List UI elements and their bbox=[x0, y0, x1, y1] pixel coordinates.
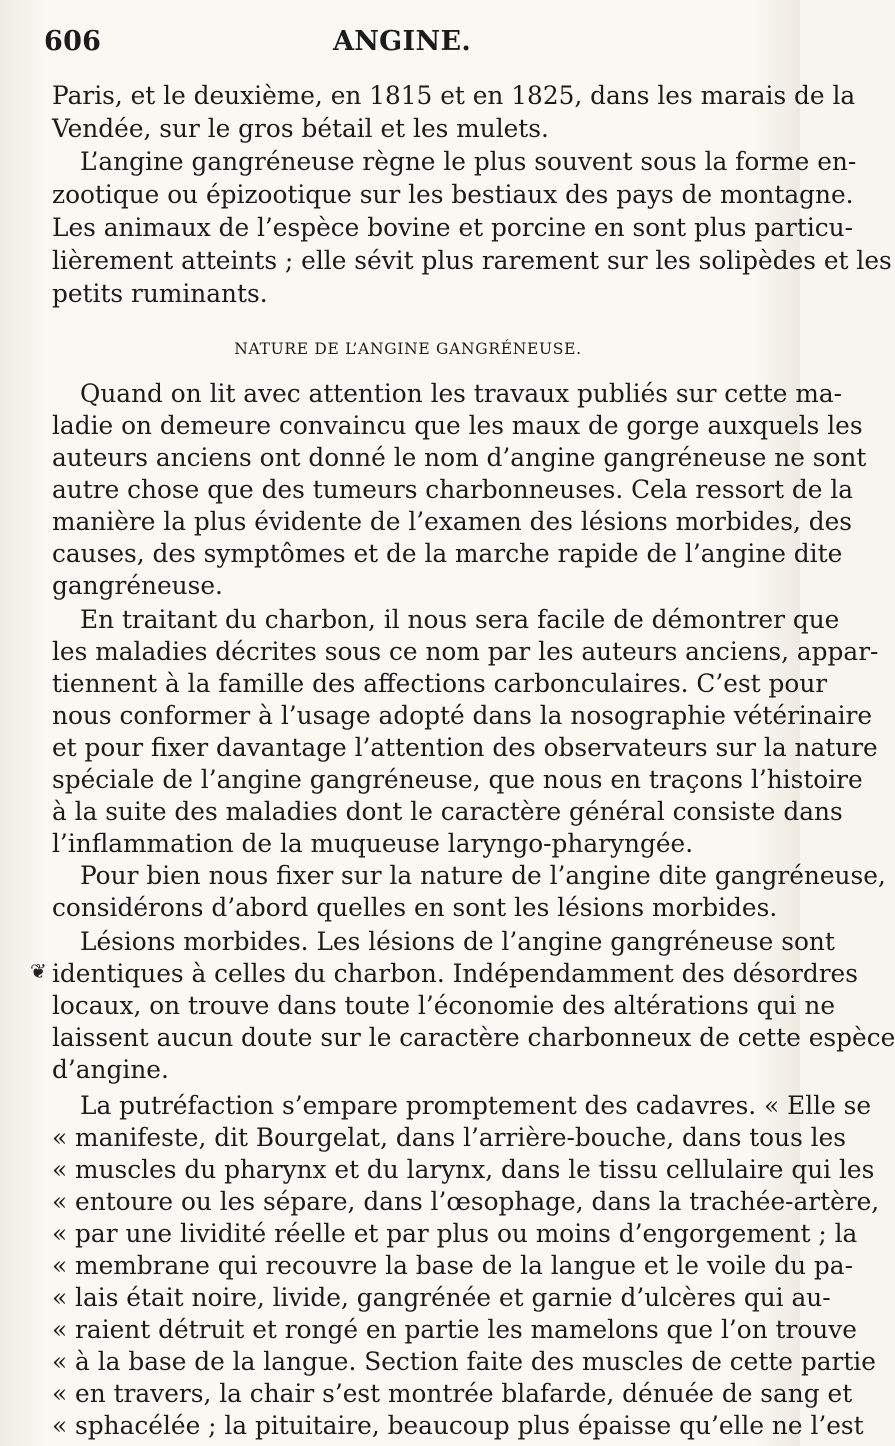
text-line: lièrement atteints ; elle sévit plus rarement sur les solipèdes et les bbox=[52, 246, 892, 275]
text-line: « lais était noire, livide, gangrénée et garnie d’ulcères qui au- bbox=[52, 1283, 831, 1312]
text-line: nous conformer à l’usage adopté dans la nosographie vétérinaire bbox=[52, 701, 873, 730]
text-line: « muscles du pharynx et du larynx, dans le tissu cellulaire qui les bbox=[52, 1155, 875, 1184]
running-header bbox=[44, 26, 760, 64]
text-line: Vendée, sur le gros bétail et les mulets. bbox=[52, 114, 549, 143]
text-line: gangréneuse. bbox=[52, 571, 223, 600]
text-line: « membrane qui recouvre la base de la langue et le voile du pa- bbox=[52, 1251, 853, 1280]
text-line: d’angine. bbox=[52, 1055, 169, 1084]
text-line: zootique ou épizootique sur les bestiaux des pays de montagne. bbox=[52, 180, 854, 209]
text-line: locaux, on trouve dans toute l’économie des altérations qui ne bbox=[52, 991, 835, 1020]
text-line: laissent aucun doute sur le caractère charbonneux de cette espèce bbox=[52, 1023, 895, 1052]
text-line: « raient détruit et rongé en partie les mamelons que l’on trouve bbox=[52, 1315, 857, 1344]
text-line: Les animaux de l’espèce bovine et porcine en sont plus particu- bbox=[52, 213, 854, 242]
text-line: Pour bien nous fixer sur la nature de l’angine dite gangréneuse, bbox=[80, 861, 886, 890]
text-line: « à la base de la langue. Section faite des muscles de cette partie bbox=[52, 1347, 876, 1376]
text-line: et pour fixer davantage l’attention des observateurs sur la nature bbox=[52, 733, 878, 762]
text-line: identiques à celles du charbon. Indépendamment des désordres bbox=[52, 959, 858, 988]
text-line: causes, des symptômes et de la marche rapide de l’angine dite bbox=[52, 539, 843, 568]
text-line: spéciale de l’angine gangréneuse, que nous en traçons l’histoire bbox=[52, 765, 863, 794]
text-line: « entoure ou les sépare, dans l’œsophage, dans la trachée-artère, bbox=[52, 1187, 880, 1216]
text-line: auteurs anciens ont donné le nom d’angine gangréneuse ne sont bbox=[52, 443, 867, 472]
text-line: petits ruminants. bbox=[52, 279, 268, 308]
text-line: tiennent à la famille des affections carbonculaires. C’est pour bbox=[52, 669, 828, 698]
text-line: Paris, et le deuxième, en 1815 et en 1825, dans les marais de la bbox=[52, 81, 856, 110]
text-line: L’angine gangréneuse règne le plus souvent sous la forme en- bbox=[80, 147, 857, 176]
text-line: Quand on lit avec attention les travaux publiés sur cette ma- bbox=[80, 379, 843, 408]
text-line: Lésions morbides. Les lésions de l’angine gangréneuse sont bbox=[80, 927, 835, 956]
section-heading: NATURE DE L’ANGINE GANGRÉNEUSE. bbox=[234, 340, 582, 358]
text-line: En traitant du charbon, il nous sera facile de démontrer que bbox=[80, 605, 840, 634]
text-line: « sphacélée ; la pituitaire, beaucoup plus épaisse qu’elle ne l’est bbox=[52, 1411, 864, 1440]
text-line: La putréfaction s’empare promptement des cadavres. « Elle se bbox=[80, 1091, 872, 1120]
text-line: les maladies décrites sous ce nom par les auteurs anciens, appar- bbox=[52, 637, 879, 666]
text-line: ladie on demeure convaincu que les maux de gorge auxquels les bbox=[52, 411, 863, 440]
margin-mark: ❦ bbox=[30, 959, 47, 983]
text-line: manière la plus évidente de l’examen des lésions morbides, des bbox=[52, 507, 852, 536]
running-title: ANGINE. bbox=[332, 26, 472, 57]
text-line: autre chose que des tumeurs charbonneuses. Cela ressort de la bbox=[52, 475, 854, 504]
text-line: à la suite des maladies dont le caractère général consiste dans bbox=[52, 797, 843, 826]
page-number: 606 bbox=[44, 26, 102, 57]
text-line: considérons d’abord quelles en sont les lésions morbides. bbox=[52, 893, 778, 922]
text-line: « manifeste, dit Bourgelat, dans l’arrière-bouche, dans tous les bbox=[52, 1123, 847, 1152]
text-line: « en travers, la chair s’est montrée blafarde, dénuée de sang et bbox=[52, 1379, 853, 1408]
text-line: l’inflammation de la muqueuse laryngo-pharyngée. bbox=[52, 829, 694, 858]
text-line: « par une lividité réelle et par plus ou moins d’engorgement ; la bbox=[52, 1219, 858, 1248]
